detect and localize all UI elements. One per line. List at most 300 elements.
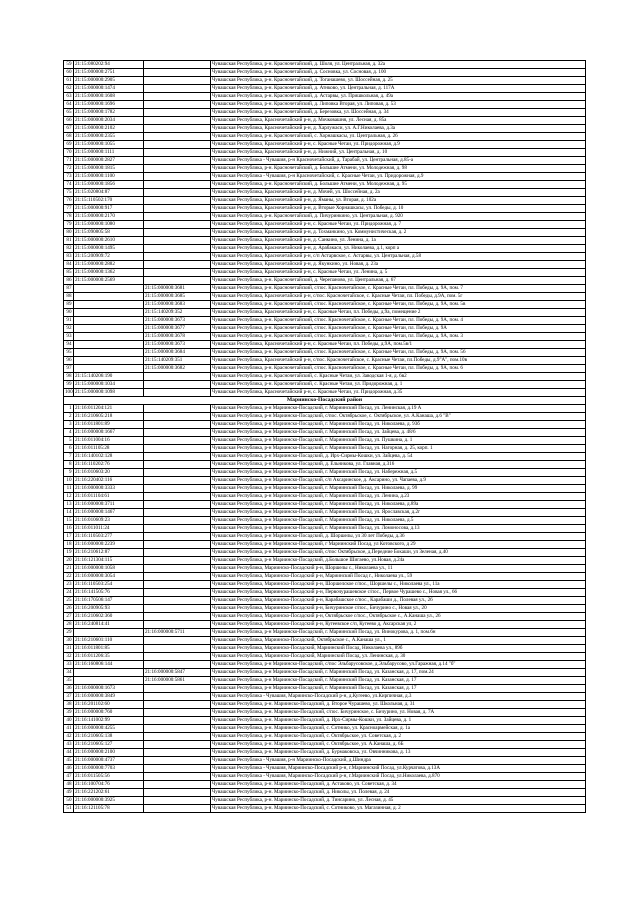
row-number-cell: 4 (64, 429, 74, 437)
cadastral-number-cell: 21:15:000000:917 (74, 205, 144, 213)
cadastral-number-cell: 21:16:000000:7703 (74, 765, 144, 773)
table-row (64, 701, 586, 709)
building-cadastral-number-cell (144, 541, 211, 549)
building-cadastral-number-cell (144, 805, 211, 813)
table-row (64, 165, 586, 173)
table-row (64, 357, 586, 365)
row-number-cell: 83 (64, 253, 74, 261)
cadastral-number-cell (74, 285, 144, 293)
table-row (64, 517, 586, 525)
table-row (64, 685, 586, 693)
cadastral-number-cell: 21:16:110503:277 (74, 533, 144, 541)
row-number-cell: 74 (64, 181, 74, 189)
cadastral-number-cell: 21:15:000000:1034 (74, 381, 144, 389)
row-number-cell: 86 (64, 277, 74, 285)
registry-table-body (64, 61, 586, 813)
address-cell: Чувашская Республика, р-н Мариинско-Посадский, г. Мариинский Посад, ул. Нагорная, д. 25, корп. 1 (211, 445, 586, 453)
building-cadastral-number-cell: 21:16:000000:5711 (144, 629, 211, 637)
building-cadastral-number-cell (144, 725, 211, 733)
address-cell: Чувашская Республика, р-н Мариинско-Посадский, г. Мариинский Посад, ул. Ленинская, д.19 А (211, 405, 586, 413)
row-number-cell: 82 (64, 245, 74, 253)
row-number-cell: 21 (64, 565, 74, 573)
building-cadastral-number-cell (144, 253, 211, 261)
row-number-cell: 42 (64, 733, 74, 741)
building-cadastral-number-cell (144, 221, 211, 229)
table-row (64, 373, 586, 381)
row-number-cell: 77 (64, 205, 74, 213)
address-cell: Чувашская Республика, р-н. Красночетайский, д. Большие Атмени, ул. Молодежная, д. 95 (211, 181, 586, 189)
address-cell: Чувашская Республика, Мариинско-Посадский р-н, Шоршелы с., Николаева ул., 11 (211, 565, 586, 573)
row-number-cell: 87 (64, 285, 74, 293)
table-row (64, 573, 586, 581)
table-row (64, 333, 586, 341)
row-number-cell: 23 (64, 581, 74, 589)
table-row (64, 437, 586, 445)
table-row (64, 493, 586, 501)
building-cadastral-number-cell (144, 613, 211, 621)
cadastral-number-cell: 21:16:000000:2100 (74, 749, 144, 757)
address-cell: Чувашская Республика, р-н Мариинско-Посадский, г. Мариинский Посад, ул. Ломоносова, д.13 (211, 525, 586, 533)
row-number-cell: 85 (64, 269, 74, 277)
row-number-cell: 89 (64, 301, 74, 309)
cadastral-number-cell: 21:16:210605:138 (74, 733, 144, 741)
cadastral-number-cell: 21:15:000000:2610 (74, 237, 144, 245)
row-number-cell: 38 (64, 701, 74, 709)
address-cell: Чувашская Республика, Красночетайский р-н, с. Красные Четаи, пл. Победы, д.9А, пом.5в/1 (211, 341, 586, 349)
building-cadastral-number-cell: 21:16:000000:5861 (144, 677, 211, 685)
address-cell: Чувашская Республика, Красночетайский р-н, д. Вторые Хорнашкасы, ул. Победы, д. 10 (211, 205, 586, 213)
table-row (64, 85, 586, 93)
table-row (64, 301, 586, 309)
cadastral-number-cell: 21:16:011104:61 (74, 493, 144, 501)
cadastral-number-cell (74, 357, 144, 365)
address-cell: Чувашская Республика, р-н Мариинско-Посадский, г. Мариинский Посад, ул. Пушкина, д. 1 (211, 437, 586, 445)
row-number-cell: 33 (64, 661, 74, 669)
row-number-cell: 90 (64, 309, 74, 317)
table-row (64, 637, 586, 645)
table-row (64, 61, 586, 69)
building-cadastral-number-cell: 21:15:000000:3685 (144, 293, 211, 301)
cadastral-number-cell: 21:16:210605:218 (74, 413, 144, 421)
address-cell: Чувашская Республика, р-н Мариинско-Посадский, с/п Аксаринское, д. Аксарино, ул. Чапаева, д.9 (211, 477, 586, 485)
building-cadastral-number-cell (144, 757, 211, 765)
address-cell: Чувашская Республика, р-н Мариинско-Посадский, г. Мариинский Посад, ул. Казанская, д. 17 (211, 677, 586, 685)
address-cell: Чувашская Республика, Красночетайский р-н, д. Якункино, ул. Новая, д. 23а (211, 261, 586, 269)
table-row (64, 229, 586, 237)
row-number-cell: 44 (64, 749, 74, 757)
building-cadastral-number-cell (144, 117, 211, 125)
table-row (64, 693, 586, 701)
cadastral-number-cell: 21:16:000000:3925 (74, 797, 144, 805)
address-cell: Чувашская Республика, р-н. Красночетайский, с. Хорнашкасы, ул. Центральная, д. 26 (211, 133, 586, 141)
row-number-cell: 1 (64, 405, 74, 413)
cadastral-number-cell: 21:15:000000:2882 (74, 261, 144, 269)
cadastral-number-cell: 21:15:000000:2827 (74, 157, 144, 165)
cadastral-number-cell: 21:16:221202:61 (74, 789, 144, 797)
row-number-cell: 17 (64, 533, 74, 541)
row-number-cell: 61 (64, 77, 74, 85)
table-row (64, 477, 586, 485)
table-row (64, 717, 586, 725)
building-cadastral-number-cell (144, 165, 211, 173)
cadastral-number-cell (74, 365, 144, 373)
cadastral-number-cell: 21:16:011011:24 (74, 525, 144, 533)
cadastral-number-cell: 21:16:240814:41 (74, 621, 144, 629)
row-number-cell: 14 (64, 509, 74, 517)
cadastral-number-cell: 21:15:000000:1098 (74, 389, 144, 397)
cadastral-number-cell (74, 301, 144, 309)
cadastral-number-cell: 21:16:000000:3849 (74, 693, 144, 701)
cadastral-number-cell: 21:15:090805:58 (74, 229, 144, 237)
cadastral-number-cell: 21:16:000000:1673 (74, 685, 144, 693)
cadastral-number-cell: 21:16:011206:35 (74, 653, 144, 661)
building-cadastral-number-cell (144, 477, 211, 485)
building-cadastral-number-cell (144, 61, 211, 69)
table-row (64, 781, 586, 789)
cadastral-number-cell (74, 293, 144, 301)
building-cadastral-number-cell (144, 373, 211, 381)
table-row (64, 557, 586, 565)
building-cadastral-number-cell (144, 709, 211, 717)
cadastral-number-cell: 21:16:210602:360 (74, 613, 144, 621)
building-cadastral-number-cell (144, 557, 211, 565)
table-row (64, 277, 586, 285)
cadastral-number-cell: 21:16:201102:60 (74, 701, 144, 709)
row-number-cell: 49 (64, 789, 74, 797)
table-row (64, 597, 586, 605)
table-row (64, 213, 586, 221)
row-number-cell: 76 (64, 197, 74, 205)
table-row (64, 253, 586, 261)
address-cell: Чувашская Республика - Чувашия, р-н Красночетайский, с. Красные Четаи, ул. Придорожная, д.9 (211, 173, 586, 181)
registry-table (63, 60, 586, 813)
cadastral-number-cell: 21:16:141002:99 (74, 717, 144, 725)
row-number-cell: 16 (64, 525, 74, 533)
row-number-cell: 100 (65, 389, 73, 395)
address-cell: Чувашская Республика, Мариинско-Посадский р-н, Кугеевское с/п, Кугеево д, Аксарская ул, 2 (211, 621, 586, 629)
building-cadastral-number-cell (144, 245, 211, 253)
cadastral-number-cell: 21:16:000000:1667 (74, 429, 144, 437)
row-number-cell: 40 (64, 717, 74, 725)
cadastral-number-cell: 21:15:000000:2034 (74, 117, 144, 125)
table-row (64, 549, 586, 557)
address-cell: Чувашская Республика, р-н. Мариинско-Посадский, с. Сотнико, ул. Красноармейская, д. 1а (211, 725, 586, 733)
registry-table-page (63, 60, 585, 813)
table-row (64, 173, 586, 181)
table-row (64, 421, 586, 429)
cadastral-number-cell (74, 677, 144, 685)
building-cadastral-number-cell (144, 573, 211, 581)
address-cell: Чувашская Республика, Красночетайский р-н, с. Красные Четаи, ул. Придорожная, д. 7 (211, 221, 586, 229)
table-row (64, 101, 586, 109)
row-number-cell: 65 (64, 109, 74, 117)
cadastral-number-cell (74, 317, 144, 325)
section-header-row (64, 397, 586, 405)
cadastral-number-cell: 21:16:141505:76 (74, 589, 144, 597)
row-number-cell: 96 (64, 357, 74, 365)
table-row (64, 733, 586, 741)
address-cell: Чувашская Республика, р-н Мариинско-Посадский, с/пос Октябрьское, д.Передние Бокаши, ул Зеленая, д.40 (211, 549, 586, 557)
address-cell: Чувашская Республика, р-н. Мариинско-Посадский, с. Октябрьское, ул. Советская, д. 2 (211, 733, 586, 741)
building-cadastral-number-cell: 21:15:000000:3673 (144, 341, 211, 349)
address-cell: Чувашская Республика, р-н Мариинско-Посадский, д.Большое Шигаево, ул.Новая, д.24а (211, 557, 586, 565)
building-cadastral-number-cell (144, 597, 211, 605)
cadastral-number-cell: 21:15:000000:2569 (74, 277, 144, 285)
address-cell: Чувашская Республика, р-н. Мариинско-Посадский, д. Ирх-Сирмы-Кошки, ул. Зайцева, д. 1 (211, 717, 586, 725)
row-number-cell: 63 (64, 93, 74, 101)
row-number-cell: 84 (64, 261, 74, 269)
table-row (64, 725, 586, 733)
cadastral-number-cell: 21:15:000000:1111 (74, 149, 144, 157)
building-cadastral-number-cell (144, 525, 211, 533)
cadastral-number-cell: 21:15:000000:1100 (74, 173, 144, 181)
table-row (64, 445, 586, 453)
building-cadastral-number-cell: 21:15:140209:352 (144, 309, 211, 317)
row-number-cell: 73 (64, 173, 74, 181)
cadastral-number-cell: 21:16:200905:93 (74, 605, 144, 613)
cadastral-number-cell: 21:15:000000:1608 (74, 93, 144, 101)
building-cadastral-number-cell (144, 797, 211, 805)
address-cell: Чувашская Республика, р-н. Красночетайский, с. Красные Четаи, ул. Придорожная, д. 1 (211, 381, 586, 389)
table-row (64, 141, 586, 149)
row-number-cell: 43 (64, 741, 74, 749)
address-cell: Чувашская Республика, Красночетайский р-н, д. Арабакаси, ул. Николаева, д.1, корп а (211, 245, 586, 253)
row-number-cell: 67 (64, 125, 74, 133)
building-cadastral-number-cell (144, 501, 211, 509)
address-cell: Чувашская Республика, Мариинско-Посадский р-н, Бичуринское с/пос., Бичурино с., Новая ул., 20 (211, 605, 586, 613)
row-number-cell: 45 (64, 757, 74, 765)
building-cadastral-number-cell (144, 125, 211, 133)
row-number-cell: 78 (64, 213, 74, 221)
building-cadastral-number-cell (144, 661, 211, 669)
cadastral-number-cell: 21:16:210605:127 (74, 741, 144, 749)
cadastral-number-cell: 21:16:210601:110 (74, 637, 144, 645)
row-number-cell: 59 (64, 61, 74, 69)
address-cell: Чувашская Республика, р-н Мариинско-Посадский, д. Ельникова, ул. Главная, д.316 (211, 461, 586, 469)
table-row (64, 709, 586, 717)
cadastral-number-cell: 21:15:000000:1362 (74, 269, 144, 277)
table-row (64, 149, 586, 157)
table-row (64, 133, 586, 141)
row-number-cell: 11 (64, 485, 74, 493)
address-cell: Чувашская Республика, р-н Мариинско-Посадский, г. Мариинский Посад, ул. Николаева, д. 99 (211, 485, 586, 493)
address-cell: Чувашская Республика, р-н. Мариинско-Посадский, д. Николы, ул. Полевая, д. 24 (211, 789, 586, 797)
building-cadastral-number-cell (144, 469, 211, 477)
address-cell: Чувашская Республика, р-н. Красночетайский, с/пос. Красночетайское, с. Красные Четаи, пл. Победы, д. 9А (211, 325, 586, 333)
address-cell: Чувашская Республика, р-н. Мариинско-Посадский, с. Сотниково, ул. Магазинная, д. 2 (211, 805, 586, 813)
table-row (64, 613, 586, 621)
row-number-cell: 68 (64, 133, 74, 141)
table-row (64, 677, 586, 685)
row-number-cell: 3 (64, 421, 74, 429)
cadastral-number-cell: 21:16:011801:89 (74, 421, 144, 429)
building-cadastral-number-cell (144, 549, 211, 557)
address-cell: Чувашская Республика, р-н Мариинско-Посадский, с/пос Эльбарусовское, д.Эльбарусово, ул.Гаражная, д.14 "б" (211, 661, 586, 669)
building-cadastral-number-cell (144, 773, 211, 781)
table-row (64, 581, 586, 589)
table-row (64, 749, 586, 757)
row-number-cell: 69 (64, 141, 74, 149)
building-cadastral-number-cell (144, 517, 211, 525)
building-cadastral-number-cell (144, 485, 211, 493)
building-cadastral-number-cell (144, 533, 211, 541)
building-cadastral-number-cell (144, 605, 211, 613)
table-row (64, 525, 586, 533)
building-cadastral-number-cell (144, 109, 211, 117)
cadastral-number-cell: 21:15:000000:1782 (74, 109, 144, 117)
row-number-cell: 91 (64, 317, 74, 325)
cadastral-number-cell: 21:16:010603:20 (74, 469, 144, 477)
table-row (64, 765, 586, 773)
address-cell: Чувашская Республика, р-н. Мариинско-Посадский, д. Второе Чурашево, ул. Школьная, д. 31 (211, 701, 586, 709)
cadastral-number-cell: 21:15:020804:87 (74, 189, 144, 197)
address-cell: Чувашская Республика, Красночетайский р-н, с. Красные Четаи, пл. Победы, д.9а, помещение 2 (211, 309, 586, 317)
address-cell: Чувашская Республика, Красночетайский р-н, д. Мочей, ул. Шоссейная, д. 2а (211, 189, 586, 197)
cadastral-number-cell: 21:16:000000:3333 (74, 485, 144, 493)
address-cell: Чувашская Республика, Красночетайский р-н, с/пос. Красночетайское, с. Красные Четаи, пл.Победы, д.9"А", пом.10в (211, 357, 586, 365)
table-row (64, 77, 586, 85)
address-cell: Чувашская Республика, р-н Мариинско-Посадский, г. Мариинский Посад, ул. Винокурова, д. 1, пом.6н (211, 629, 586, 637)
row-number-cell: 20 (64, 557, 74, 565)
row-number-cell: 97 (64, 365, 74, 373)
building-cadastral-number-cell (144, 445, 211, 453)
table-row (64, 69, 586, 77)
table-row (64, 789, 586, 797)
table-row (64, 653, 586, 661)
row-number-cell: 5 (64, 437, 74, 445)
address-cell: Чувашская Республика, Мариинско-Посадский р-н, Мариинский Посад г., Николаева ул., 59 (211, 573, 586, 581)
cadastral-number-cell (74, 333, 144, 341)
table-row (64, 221, 586, 229)
building-cadastral-number-cell (144, 693, 211, 701)
building-cadastral-number-cell (144, 381, 211, 389)
address-cell: Чувашская Республика, р-н. Красночетайский, д. Березовка, ул. Шоссейная, д. 34 (211, 109, 586, 117)
building-cadastral-number-cell: 21:15:000000:3677 (144, 325, 211, 333)
table-row (64, 117, 586, 125)
row-number-cell: 46 (64, 765, 74, 773)
address-cell: Чувашская Республика, р-н Мариинско-Посадский, г. Мариинский Посад, ул. Набережная, д.5 (211, 469, 586, 477)
building-cadastral-number-cell (144, 197, 211, 205)
cadastral-number-cell: 21:15:000000:1696 (74, 101, 144, 109)
address-cell: Чувашская Республика, р-н. Красночетайский, д. Атнково, ул. Центральная, д. 117А (211, 85, 586, 93)
row-number-cell: 7 (64, 453, 74, 461)
table-row (64, 389, 586, 397)
cadastral-number-cell: 21:16:000000:4737 (74, 757, 144, 765)
cadastral-number-cell: 21:15:000000:1815 (74, 165, 144, 173)
cadastral-number-cell: 21:15:000000:1080 (74, 221, 144, 229)
cadastral-number-cell (74, 629, 144, 637)
cadastral-number-cell: 21:16:011204:121 (74, 405, 144, 413)
row-number-cell: 18 (64, 541, 74, 549)
cadastral-number-cell: 21:15:000000:1055 (74, 141, 144, 149)
building-cadastral-number-cell (144, 93, 211, 101)
table-row (64, 125, 586, 133)
table-row (64, 317, 586, 325)
cadastral-number-cell: 21:15:000000:1474 (74, 85, 144, 93)
cadastral-number-cell (74, 341, 144, 349)
building-cadastral-number-cell (144, 621, 211, 629)
row-number-cell: 98 (64, 373, 74, 381)
address-cell: Чувашская Республика - Чувашия, р-н Красночетайский, д. Тарабай, ул. Центральная, д.85-а (211, 157, 586, 165)
cadastral-number-cell: 21:16:170506:147 (74, 597, 144, 605)
address-cell: Чувашская Республика, Мариинско-Посадский р-н, Шоршелское с/пос., Шоршелы с., Николаева ул., 11а (211, 581, 586, 589)
building-cadastral-number-cell (144, 173, 211, 181)
address-cell: Чувашская Республика, Мариинско-Посадский р-н, Первочурашевское с/пос., Первое Чурашево с., Новая ул., 66 (211, 589, 586, 597)
cadastral-number-cell: 21:16:000000:2239 (74, 541, 144, 549)
row-number-cell: 29 (64, 629, 74, 637)
building-cadastral-number-cell (144, 685, 211, 693)
row-number-cell: 34 (64, 669, 74, 677)
table-row (64, 645, 586, 653)
table-row (64, 341, 586, 349)
table-row (64, 589, 586, 597)
address-cell: Чувашская Республика, р-н. Мариинско-Посадский, д. Тинсарино, ул. Лесная, д. 45 (211, 797, 586, 805)
row-number-cell: 95 (64, 349, 74, 357)
address-cell: Чувашская Республика, р-н. Мариинско-Посадский, д. Астаково, ул. Советская, д. 34 (211, 781, 586, 789)
section-title: Мариинско-Посадский район (64, 397, 586, 405)
row-number-cell: 25 (64, 597, 74, 605)
table-row (64, 661, 586, 669)
table-row (64, 405, 586, 413)
row-number-cell: 71 (64, 157, 74, 165)
building-cadastral-number-cell: 21:15:000000:3684 (144, 349, 211, 357)
row-number-cell: 39 (64, 709, 74, 717)
address-cell: Чувашская Республика, р-н. Красночетайский, с/пос. Красночетайское, с. Красные Четаи, пл. Победы, д. 9А, пом. 6 (211, 365, 586, 373)
address-cell: Чувашская Республика, р-н. Красночетайский, с/пос. Красночетайское, с. Красные Четаи, пл. Победы, д. 9А, пом. 3 (211, 333, 586, 341)
cadastral-number-cell: 21:16:160806:144 (74, 661, 144, 669)
cadastral-number-cell: 21:15:000000:2170 (74, 213, 144, 221)
address-cell: Чувашская Республика, Красночетайский р-н, д. Харлужаси, ул. А.Г.Николаева, д.3а (211, 125, 586, 133)
building-cadastral-number-cell (144, 389, 211, 397)
address-cell: Чувашская Республика, р-н. Красночетайский, д. Черепаново, ул. Центральная, д. 67 (211, 277, 586, 285)
address-cell: Чувашская Республика, р-н. Красночетайский, д. Пичуринкино, ул. Центральная, д. 920 (211, 213, 586, 221)
row-number-cell: 15 (64, 517, 74, 525)
address-cell: Чувашская Республика, р-н Мариинско-Посадский, г Мариинский Посад, ул Котовского, д 29 (211, 541, 586, 549)
building-cadastral-number-cell: 21:15:140209:351 (144, 357, 211, 365)
building-cadastral-number-cell: 21:15:000000:3683 (144, 301, 211, 309)
address-cell: Чувашская Республика, Красночетайский р-н, д. Нижний, ул. Центральная, д. 10 (211, 149, 586, 157)
cadastral-number-cell: 21:15:000000:1856 (74, 181, 144, 189)
table-row (64, 461, 586, 469)
row-number-cell: 37 (64, 693, 74, 701)
cadastral-number-cell: 21:16:110202:76 (74, 461, 144, 469)
table-row (64, 381, 586, 389)
row-number-cell: 32 (64, 653, 74, 661)
address-cell: Чувашская Республика, р-н Мариинско-Посадский, г. Мариинский Посад, ул. Зайцева, д. 48/6 (211, 429, 586, 437)
cadastral-number-cell (74, 349, 144, 357)
table-row (64, 797, 586, 805)
table-row (64, 293, 586, 301)
building-cadastral-number-cell (144, 157, 211, 165)
address-cell: Чувашская Республика, р-н Мариинско-Посадский, г. Мариинский Посад, ул. Ярославская, д.2г (211, 509, 586, 517)
address-cell: Чувашская Республика, р-н Мариинско-Посадский, с/пос. Октябрьское, с. Октябрьское, ул. А.Канаша, д.6 "В" (211, 413, 586, 421)
cadastral-number-cell: 21:16:000000:3054 (74, 573, 144, 581)
row-number-cell: 48 (64, 781, 74, 789)
building-cadastral-number-cell: 21:15:000000:3681 (144, 285, 211, 293)
row-number-cell: 64 (64, 101, 74, 109)
cadastral-number-cell: 21:16:121304:115 (74, 557, 144, 565)
address-cell: Чувашская Республика, р-н Мариинско-Посадский, д. Ирх-Сирмы-Кошки, ул. Зайцева, д. 54 (211, 453, 586, 461)
row-number-cell: 51 (64, 805, 74, 813)
row-number-cell: 81 (64, 237, 74, 245)
address-cell: Чувашская Республика - Чувашия, р-н Мариинско-Посадский, д.Шиндра (211, 757, 586, 765)
address-cell: Чувашская Республика, р-н Мариинско-Посадский, г. Мариинский Посад, ул. Николаева, д.5 (211, 517, 586, 525)
row-number-cell: 10 (64, 477, 74, 485)
address-cell: Чувашская Республика, р-н. Красночетайский, д. Астарвы, ул. Пришкольная, д. 49а (211, 93, 586, 101)
building-cadastral-number-cell (144, 261, 211, 269)
address-cell: Чувашская Республика, р-н. Красночетайский, с/пос. Красночетайское, с. Красные Четаи, пл. Победы, д. 9А, пом. 4 (211, 317, 586, 325)
row-number-cell: 19 (64, 549, 74, 557)
